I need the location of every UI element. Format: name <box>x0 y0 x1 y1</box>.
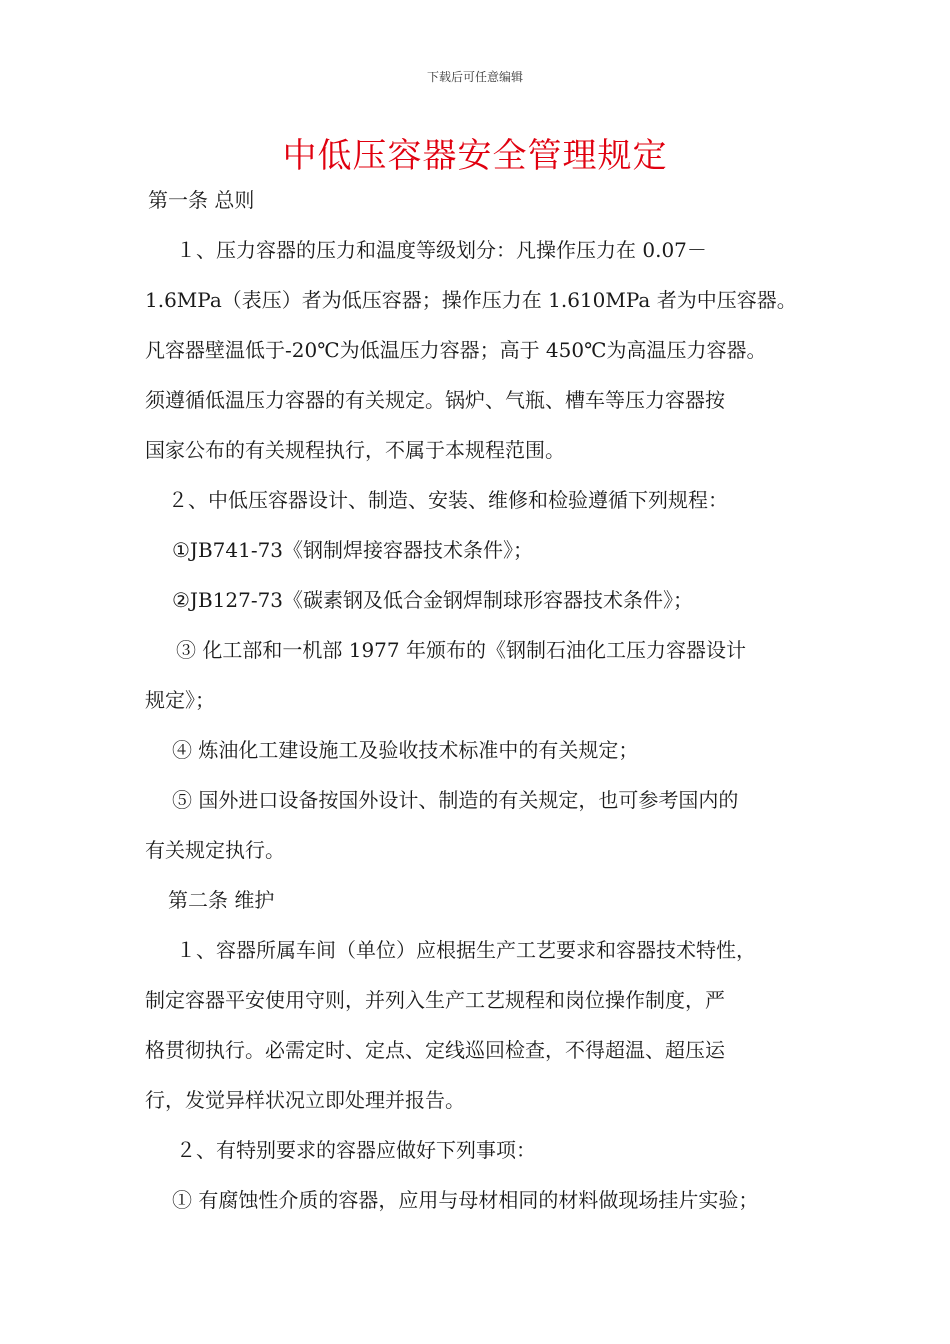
list-item: ②JB127-73《碳素钢及低合金钢焊制球形容器技术条件》； <box>172 588 694 612</box>
list-item: ③ 化工部和一机部 1977 年颁布的《钢制石油化工压力容器设计 <box>176 638 746 662</box>
document-title: 中低压容器安全管理规定 <box>282 136 668 176</box>
paragraph-line: 格贯彻执行。必需定时、定点、定线巡回检查，不得超温、超压运 <box>145 1038 725 1062</box>
paragraph-line: 国家公布的有关规程执行，不属于本规程范围。 <box>145 438 565 462</box>
section-heading: 第二条 维护 <box>168 888 275 912</box>
list-item-continuation: 有关规定执行。 <box>145 838 285 862</box>
paragraph-line: ２、中低压容器设计、制造、安装、维修和检验遵循下列规程： <box>168 488 728 512</box>
paragraph-line: １、压力容器的压力和温度等级划分：凡操作压力在 0.07－ <box>176 238 707 262</box>
list-item-continuation: 规定》； <box>145 688 215 712</box>
section-heading: 第一条 总则 <box>148 188 255 212</box>
paragraph-line: 凡容器壁温低于-20℃为低温压力容器；高于 450℃为高温压力容器。 <box>145 338 767 362</box>
paragraph-line: 1.6MPa（表压）者为低压容器；操作压力在 1.610MPa 者为中压容器。 <box>145 288 797 312</box>
paragraph-line: １、容器所属车间（单位）应根据生产工艺要求和容器技术特性， <box>176 938 756 962</box>
list-item: ⑤ 国外进口设备按国外设计、制造的有关规定，也可参考国内的 <box>172 788 739 812</box>
paragraph-line: 须遵循低温压力容器的有关规定。锅炉、气瓶、槽车等压力容器按 <box>145 388 725 412</box>
paragraph-line: 行，发觉异样状况立即处理并报告。 <box>145 1088 465 1112</box>
list-item: ①JB741-73《钢制焊接容器技术条件》； <box>172 538 534 562</box>
list-item: ① 有腐蚀性介质的容器，应用与母材相同的材料做现场挂片实验； <box>172 1188 759 1212</box>
paragraph-line: ２、有特别要求的容器应做好下列事项： <box>176 1138 536 1162</box>
paragraph-line: 制定容器平安使用守则，并列入生产工艺规程和岗位操作制度，严 <box>145 988 725 1012</box>
list-item: ④ 炼油化工建设施工及验收技术标准中的有关规定； <box>172 738 639 762</box>
header-note: 下载后可任意编辑 <box>426 70 523 84</box>
